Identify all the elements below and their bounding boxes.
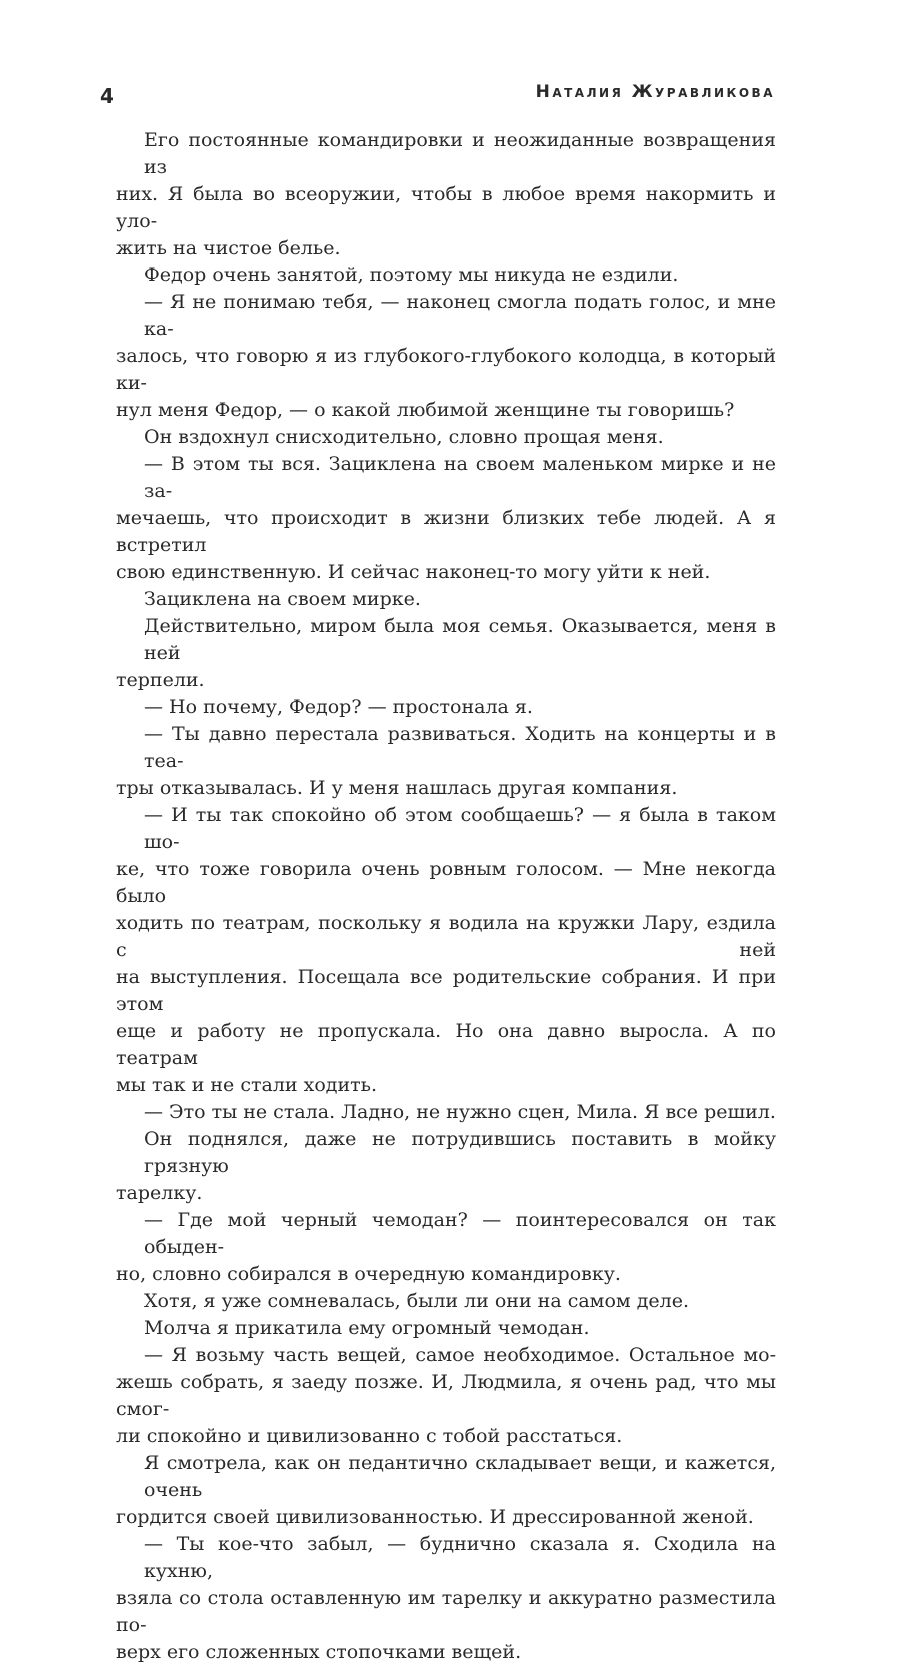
text-line: гордится своей цивилизованностью. И дрессированной женой. — [116, 1506, 754, 1528]
paragraph — [116, 1342, 776, 1450]
text-line: — И ты так спокойно об этом сообщаешь? — я была в таком шо- — [144, 804, 776, 853]
paragraph — [116, 127, 776, 262]
paragraph — [116, 1126, 776, 1207]
paragraph — [116, 721, 776, 802]
text-line: них. Я была во всеоружии, чтобы в любое время накормить и уло- — [116, 183, 776, 232]
text-line: но, словно собирался в очередную командировку. — [116, 1263, 621, 1285]
text-line: тры отказывалась. И у меня нашлась другая компания. — [116, 777, 678, 799]
text-line: ходить по театрам, поскольку я водила на кружки Лару, ездила с ней — [116, 912, 776, 961]
paragraph — [116, 1450, 776, 1531]
text-line: — Ты кое-что забыл, — буднично сказала я. Сходила на кухню, — [144, 1533, 776, 1582]
text-line: Я смотрела, как он педантично складывает вещи, и кажется, очень — [144, 1452, 776, 1501]
text-line: Он поднялся, даже не потрудившись поставить в мойку грязную — [144, 1128, 776, 1177]
text-line: жешь собрать, я заеду позже. И, Людмила, я очень рад, что мы смог- — [116, 1371, 776, 1420]
paragraph — [116, 424, 776, 451]
text-line: жить на чистое белье. — [116, 237, 341, 259]
paragraph — [116, 1315, 776, 1342]
text-line: Хотя, я уже сомневалась, были ли они на самом деле. — [144, 1290, 690, 1312]
paragraph — [116, 694, 776, 721]
text-line: залось, что говорю я из глубокого-глубокого колодца, в который ки- — [116, 345, 776, 394]
text-line: ке, что тоже говорила очень ровным голосом. — Мне некогда было — [116, 858, 776, 907]
text-line: нул меня Федор, — о какой любимой женщине ты говоришь? — [116, 399, 735, 421]
paragraph — [116, 586, 776, 613]
text-line: Зациклена на своем мирке. — [144, 588, 421, 610]
text-line: — Но почему, Федор? — простонала я. — [144, 696, 533, 718]
text-line: Действительно, миром была моя семья. Оказывается, меня в ней — [144, 615, 776, 664]
paragraph — [116, 1099, 776, 1126]
paragraph — [116, 1288, 776, 1315]
text-line: ли спокойно и цивилизованно с тобой расстаться. — [116, 1425, 623, 1447]
text-line: верх его сложенных стопочками вещей. — [116, 1641, 522, 1663]
paragraph — [116, 1207, 776, 1288]
text-line: — Я не понимаю тебя, — наконец смогла подать голос, и мне ка- — [144, 291, 776, 340]
text-line: — Я возьму часть вещей, самое необходимое. Остальное мо- — [144, 1344, 776, 1366]
paragraph — [116, 262, 776, 289]
text-line: еще и работу не пропускала. Но она давно выросла. А по театрам — [116, 1020, 776, 1069]
text-line: — В этом ты вся. Зациклена на своем маленьком мирке и не за- — [144, 453, 776, 502]
body-text — [116, 127, 776, 1666]
text-line: свою единственную. И сейчас наконец-то могу уйти к ней. — [116, 561, 711, 583]
text-line: Молча я прикатила ему огромный чемодан. — [144, 1317, 590, 1339]
text-line: на выступления. Посещала все родительские собрания. И при этом — [116, 966, 776, 1015]
text-line: мечаешь, что происходит в жизни близких тебе людей. А я встретил — [116, 507, 776, 556]
text-line: тарелку. — [116, 1182, 203, 1204]
text-line: мы так и не стали ходить. — [116, 1074, 378, 1096]
text-line: — Где мой черный чемодан? — поинтересовался он так обыден- — [144, 1209, 776, 1258]
text-line: Его постоянные командировки и неожиданные возвращения из — [144, 129, 776, 178]
text-line: — Ты давно перестала развиваться. Ходить на концерты и в теа- — [144, 723, 776, 772]
running-head-author: Наталия Журавликова — [535, 82, 775, 102]
text-line: терпели. — [116, 669, 205, 691]
paragraph — [116, 802, 776, 1099]
paragraph — [116, 1531, 776, 1666]
text-line: — Это ты не стала. Ладно, не нужно сцен, Мила. Я все решил. — [144, 1101, 776, 1123]
text-line: Федор очень занятой, поэтому мы никуда не ездили. — [144, 264, 679, 286]
paragraph — [116, 289, 776, 424]
paragraph — [116, 613, 776, 694]
page-number: 4 — [100, 84, 114, 108]
text-line: взяла со стола оставленную им тарелку и аккуратно разместила по- — [116, 1587, 776, 1636]
text-line: Он вздохнул снисходительно, словно прощая меня. — [144, 426, 664, 448]
paragraph — [116, 451, 776, 586]
